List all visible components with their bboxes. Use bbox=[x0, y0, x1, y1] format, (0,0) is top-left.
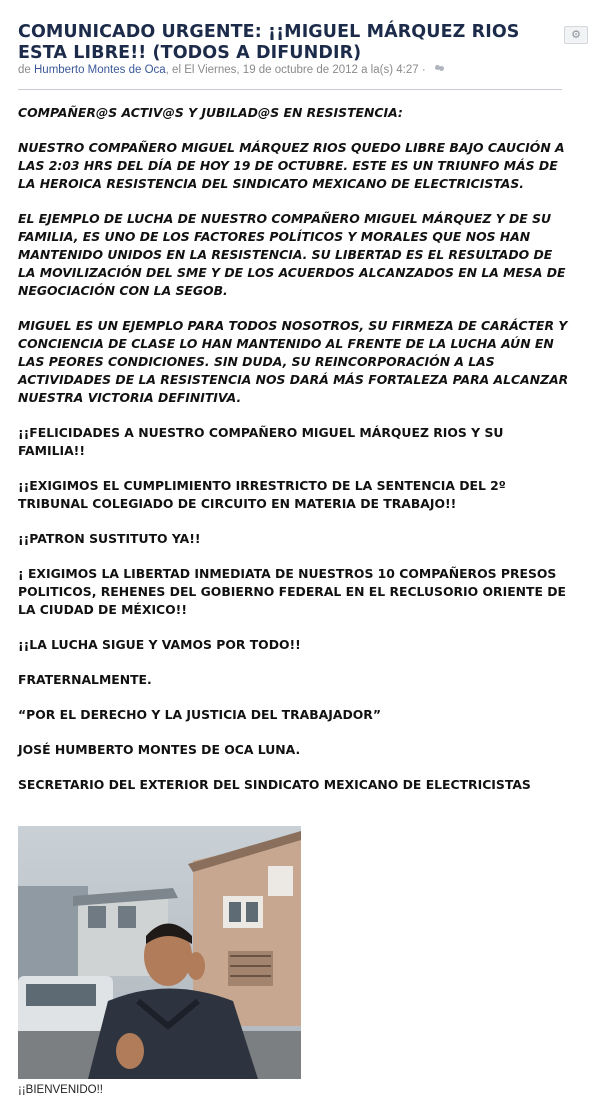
author-link[interactable]: Humberto Montes de Oca bbox=[34, 64, 166, 76]
paragraph: ¡¡LA LUCHA SIGUE Y VAMOS POR TODO!! bbox=[18, 637, 301, 652]
post-date[interactable]: , el El Viernes, 19 de octubre de 2012 a la(s) 4:27 · bbox=[165, 64, 426, 76]
motto: “POR EL DERECHO Y LA JUSTICIA DEL TRABAJADOR” bbox=[18, 707, 381, 722]
paragraph: ¡ EXIGIMOS LA LIBERTAD INMEDIATA DE NUESTROS 10 COMPAÑEROS PRESOS POLITICOS, REHENES DEL GOBIERNO FEDERAL EN EL RECLUSORIO ORIENTE DE LA CIUDAD DE MÉXICO!! bbox=[18, 566, 567, 617]
note-photo[interactable] bbox=[18, 826, 301, 1079]
closing: FRATERNALMENTE. bbox=[18, 672, 152, 687]
paragraph: ¡¡FELICIDADES A NUESTRO COMPAÑERO MIGUEL MÁRQUEZ RIOS Y SU FAMILIA!! bbox=[18, 425, 504, 458]
salutation: COMPAÑER@S ACTIV@S Y JUBILAD@S EN RESISTENCIA: bbox=[18, 105, 403, 120]
photo-scene bbox=[18, 826, 301, 1079]
paragraph: NUESTRO COMPAÑERO MIGUEL MÁRQUEZ RIOS QUEDO LIBRE BAJO CAUCIÓN A LAS 2:03 HRS DEL DÍA DE HOY 19 DE OCTUBRE. ESTE ES UN TRIUNFO MÁS DE LA HEROICA RESISTENCIA DEL SINDICATO MEXICANO DE ELECTRICISTAS. bbox=[18, 140, 565, 191]
signature-name: JOSÉ HUMBERTO MONTES DE OCA LUNA. bbox=[18, 742, 301, 757]
note-byline bbox=[18, 64, 445, 76]
signature-title: SECRETARIO DEL EXTERIOR DEL SINDICATO MEXICANO DE ELECTRICISTAS bbox=[18, 777, 531, 792]
note-body bbox=[18, 104, 570, 811]
paragraph: MIGUEL ES UN EJEMPLO PARA TODOS NOSOTROS, SU FIRMEZA DE CARÁCTER Y CONCIENCIA DE CLASE LO HAN MANTENIDO AL FRENTE DE LA LUCHA AÚN EN LAS PEORES CONDICIONES. SIN DUDA, SU REINCORPORACIÓN A LAS ACTIVIDADES DE LA RESISTENCIA NOS DARÁ MÁS FORTALEZA PARA ALCANZAR NUESTRA VICTORIA DEFINITIVA. bbox=[18, 318, 569, 405]
friends-icon[interactable] bbox=[435, 65, 445, 74]
paragraph: ¡¡PATRON SUSTITUTO YA!! bbox=[18, 531, 201, 546]
paragraph: EL EJEMPLO DE LUCHA DE NUESTRO COMPAÑERO MIGUEL MÁRQUEZ Y DE SU FAMILIA, ES UNO DE LOS FACTORES POLÍTICOS Y MORALES QUE NOS HAN MANTENIDO UNIDOS EN LA RESISTENCIA. SU LIBERTAD ES EL RESULTADO DE LA MOVILIZACIÓN DEL SME Y DE LOS ACUERDOS ALCANZADOS EN LA MESA DE NEGOCIACIÓN CON LA SEGOB. bbox=[18, 211, 566, 298]
photo-caption: ¡¡BIENVENIDO!! bbox=[18, 1084, 103, 1096]
byline-prefix: de bbox=[18, 64, 31, 76]
paragraph: ¡¡EXIGIMOS EL CUMPLIMIENTO IRRESTRICTO DE LA SENTENCIA DEL 2º TRIBUNAL COLEGIADO DE CIRCUITO EN MATERIA DE TRABAJO!! bbox=[18, 478, 506, 511]
note-title: COMUNICADO URGENTE: ¡¡MIGUEL MÁRQUEZ RIOS ESTA LIBRE!! (TODOS A DIFUNDIR) bbox=[18, 22, 520, 63]
divider bbox=[18, 89, 562, 90]
gear-icon[interactable]: ⚙ bbox=[564, 26, 588, 44]
